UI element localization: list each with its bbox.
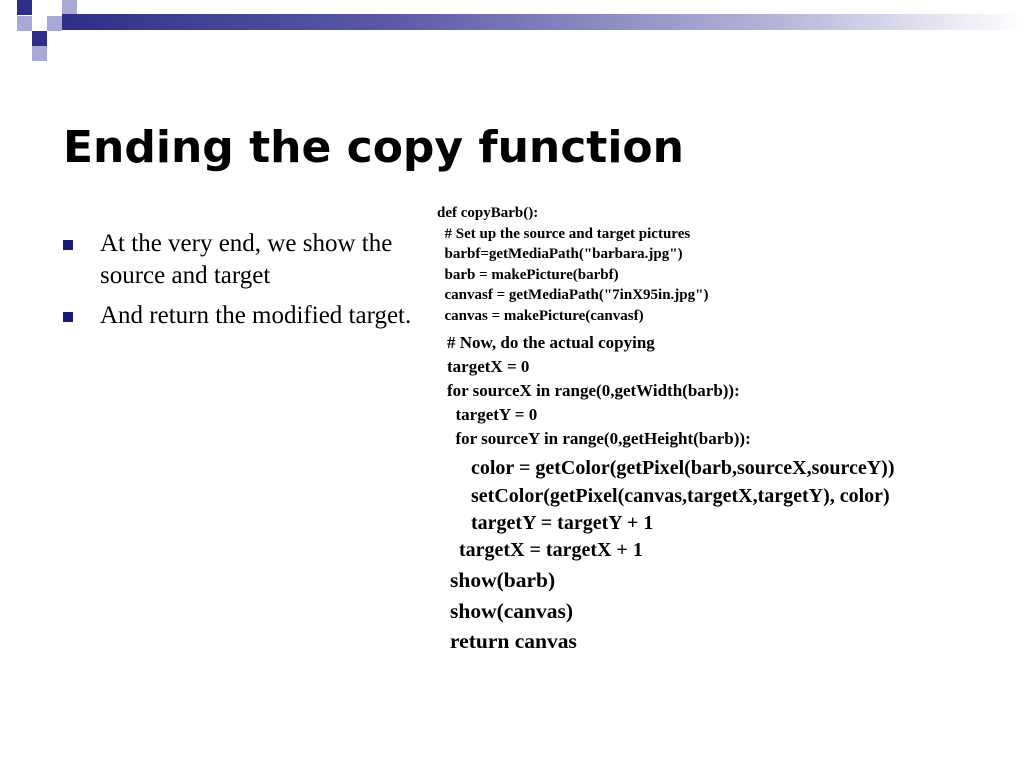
bullet-list: [63, 228, 413, 340]
code-block-loops: # Now, do the actual copying targetX = 0 for sourceX in range(0,getWidth(barb)): targetY = 0 for sourceY in range(0,getHeight(barb)):: [447, 333, 751, 448]
slide-title: Ending the copy function: [63, 122, 684, 173]
decor-square: [62, 0, 77, 15]
square-bullet-icon: [63, 240, 73, 250]
bullet-text: At the very end, we show the source and target: [100, 230, 393, 289]
decor-square: [32, 46, 47, 61]
square-bullet-icon: [63, 312, 73, 322]
decor-square: [17, 0, 32, 15]
bullet-text: And return the modified target.: [100, 302, 412, 329]
decor-square: [47, 16, 62, 31]
bullet-item: [63, 228, 413, 292]
code-block-inner: color = getColor(getPixel(barb,sourceX,sourceY)) setColor(getPixel(canvas,targetX,targetY), color) targetY = targetY + 1: [471, 457, 895, 534]
decor-square: [32, 31, 47, 46]
code-block-return: show(barb) show(canvas) return canvas: [450, 568, 577, 653]
code-block-increment: targetX = targetX + 1: [459, 539, 643, 561]
header-gradient-bar: [62, 14, 1024, 30]
bullet-item: [63, 300, 413, 332]
code-block-setup: def copyBarb(): # Set up the source and target pictures barbf=getMediaPath("barbara.jpg") barb = makePicture(barbf) canvasf = getMediaPath("7inX95in.jpg") canvas = makePicture(canvasf): [437, 205, 709, 324]
decor-square: [17, 16, 32, 31]
